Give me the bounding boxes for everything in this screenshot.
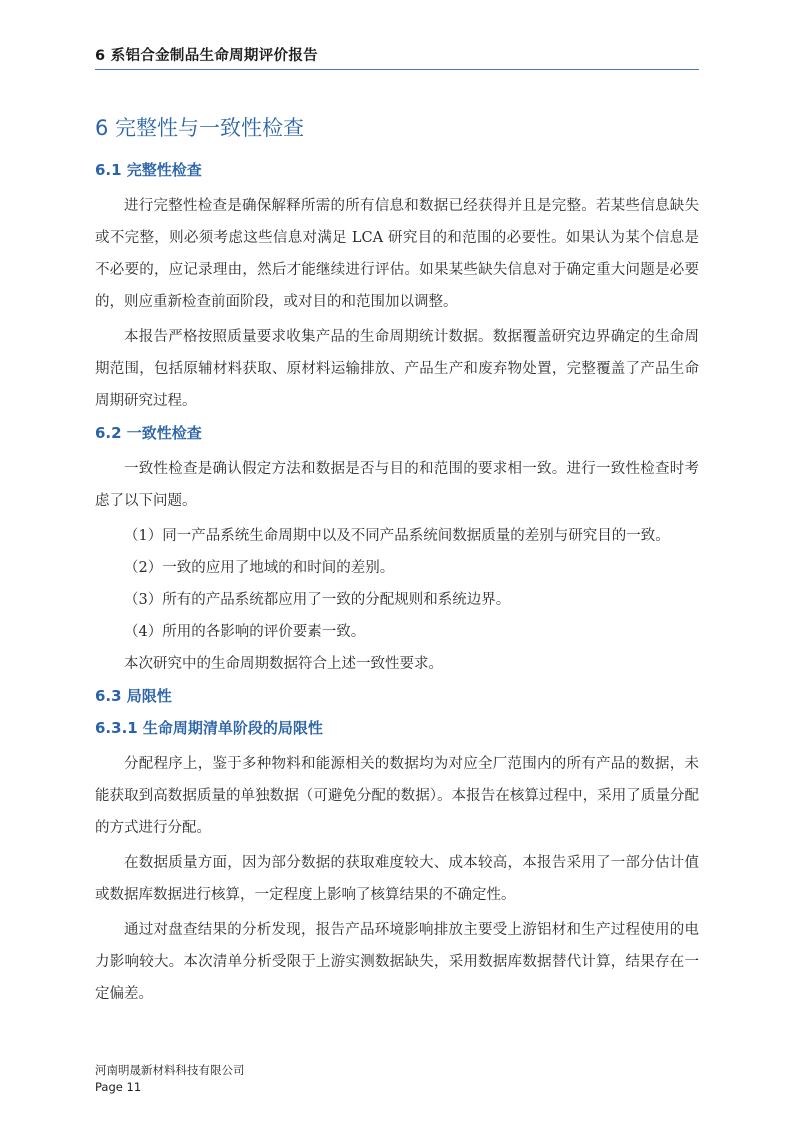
section-title-6-2: 6.2 一致性检查	[95, 424, 202, 442]
list-item: （1）同一产品系统生命周期中以及不同产品系统间数据质量的差别与研究目的一致。	[124, 528, 670, 544]
paragraph: 一致性检查是确认假定方法和数据是否与目的和范围的要求相一致。进行一致性检查时考虑了以下问题。	[95, 461, 699, 509]
header-rule	[95, 69, 699, 70]
footer-company: 河南明晟新材料科技有限公司	[95, 1063, 245, 1077]
paragraph: 通过对盘查结果的分析发现，报告产品环境影响排放主要受上游铝材和生产过程使用的电力影响较大。本次清单分析受限于上游实测数据缺失，采用数据库数据替代计算，结果存在一定偏差。	[95, 922, 699, 1002]
page-number: Page 11	[95, 1080, 142, 1094]
chapter-title: 6 完整性与一致性检查	[95, 116, 305, 140]
list-item: （4）所用的各影响的评价要素一致。	[124, 624, 366, 640]
list-item: （2）一致的应用了地域的和时间的差别。	[124, 560, 395, 576]
section-title-6-3: 6.3 局限性	[95, 687, 172, 705]
paragraph: 进行完整性检查是确保解释所需的所有信息和数据已经获得并且是完整。若某些信息缺失或不完整，则必须考虑这些信息对满足 LCA 研究目的和范围的必要性。如果认为某个信息是不必要的，应记录理由，然后才能继续进行评估。如果某些缺失信息对于确定重大问题是必要的，则应重新检查前面阶段，或对目的和范围加以调整。	[95, 198, 699, 310]
section-title-6-1: 6.1 完整性检查	[95, 161, 202, 179]
paragraph: 本次研究中的生命周期数据符合上述一致性要求。	[124, 656, 443, 672]
paragraph: 本报告严格按照质量要求收集产品的生命周期统计数据。数据覆盖研究边界确定的生命周期范围，包括原辅材料获取、原材料运输排放、产品生产和废弃物处置，完整覆盖了产品生命周期研究过程。	[95, 329, 699, 409]
subsection-title-6-3-1: 6.3.1 生命周期清单阶段的局限性	[95, 719, 323, 737]
running-header: 6 系铝合金制品生命周期评价报告	[95, 48, 318, 64]
paragraph: 在数据质量方面，因为部分数据的获取难度较大、成本较高，本报告采用了一部分估计值或数据库数据进行核算，一定程度上影响了核算结果的不确定性。	[95, 855, 699, 903]
page-content	[95, 112, 699, 1013]
list-item: （3）所有的产品系统都应用了一致的分配规则和系统边界。	[124, 592, 511, 608]
paragraph: 分配程序上，鉴于多种物料和能源相关的数据均为对应全厂范围内的所有产品的数据，未能获取到高数据质量的单独数据（可避免分配的数据）。本报告在核算过程中，采用了质量分配的方式进行分配。	[95, 756, 699, 836]
page-footer	[95, 1062, 245, 1096]
